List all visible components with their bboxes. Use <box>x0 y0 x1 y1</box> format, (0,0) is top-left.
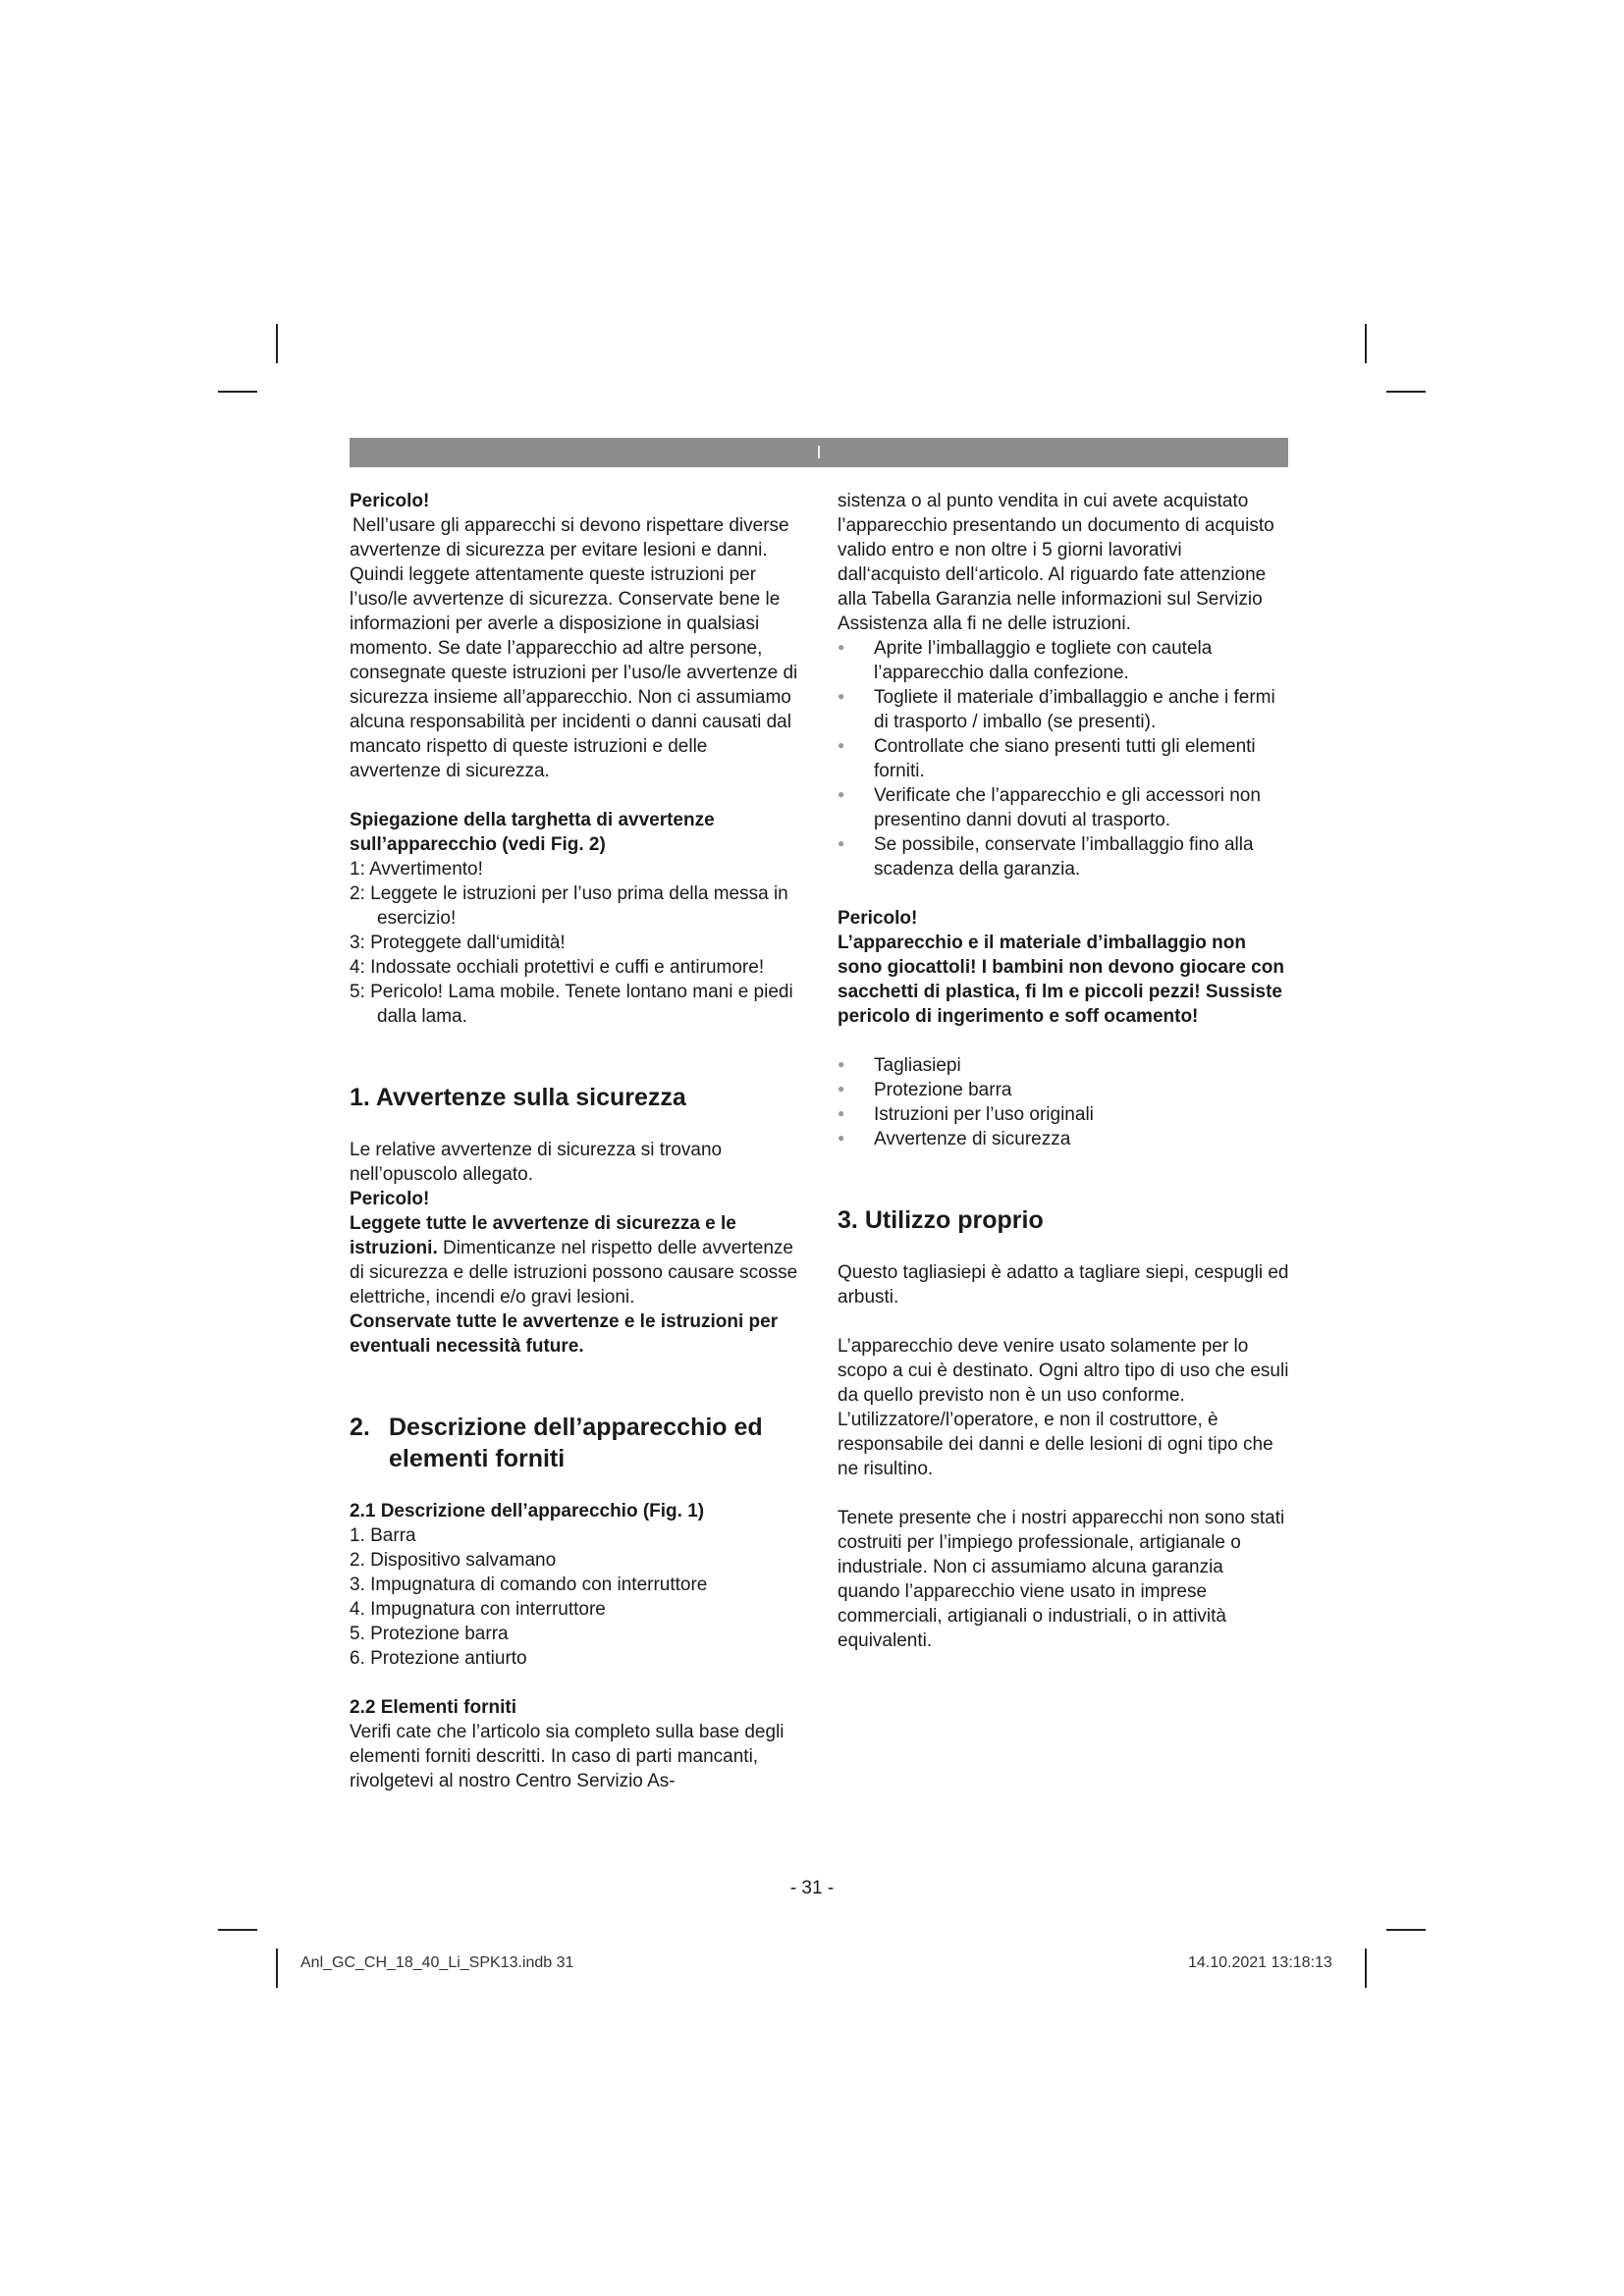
list-item: ● Togliete il materiale d’imballaggio e anche i fermi di trasporto / imballo (se presenti). <box>838 685 1289 734</box>
warning-label-list <box>350 857 801 1029</box>
left-column <box>350 489 801 1793</box>
section-number: 2. <box>350 1414 370 1441</box>
crop-mark <box>1365 1949 1367 1988</box>
crop-mark <box>218 391 257 393</box>
list-item: ● Avvertenze di sicurezza <box>838 1127 1289 1151</box>
list-item: 1: Avvertimento! <box>350 859 483 880</box>
list-item: 3: Proteggete dall‘umidità! <box>350 933 566 953</box>
list-item: ● Controllate che siano presenti tutti gli elementi forniti. <box>838 734 1289 783</box>
list-item: ● Se possibile, conservate l’imballaggio fino alla scadenza della garanzia. <box>838 832 1289 881</box>
unpacking-list <box>838 636 1289 881</box>
crop-mark <box>1386 391 1426 393</box>
danger-paragraph: Nell’usare gli apparecchi si devono rispettare diverse avvertenze di sicurezza per evitare lesioni e danni. Quindi leggete attentamente queste istruzioni per l’uso/le avvertenze di sicurezza. Conservate bene le informazioni per averle a disposizione in qualsiasi momento. Se date l’apparecchio ad altre persone, consegnate queste istruzioni per l’uso/le avvertenze di sicurezza insieme all’apparecchio. Non ci assumiamo alcuna responsabilità per incidenti o danni causati dal mancato rispetto di queste istruzioni e delle avvertenze di sicurezza. <box>350 515 798 781</box>
list-item: 1. Barra <box>350 1525 416 1546</box>
language-header-bar <box>350 438 1288 467</box>
body-text: Dimenticanze nel rispetto delle avvertenze di sicurezza e delle istruzioni possono causare scosse elettriche, incendi e/o gravi lesioni. <box>350 1238 798 1308</box>
paragraph: Questo tagliasiepi è adatto a tagliare siepi, cespugli ed arbusti. <box>838 1262 1289 1308</box>
subsection-heading: 2.2 Elementi forniti <box>350 1697 516 1718</box>
right-column <box>838 489 1289 1653</box>
crop-mark <box>218 1929 257 1931</box>
list-item: ● Protezione barra <box>838 1078 1289 1102</box>
danger-title: Pericolo! <box>350 491 430 511</box>
danger-paragraph: L’apparecchio e il materiale d’imballaggio non sono giocattoli! I bambini non devono giocare con sacchetti di plastica, fi lm e piccoli pezzi! Sussiste pericolo di ingerimento e soff ocamento! <box>838 933 1284 1027</box>
list-item: 2: Leggete le istruzioni per l’uso prima della messa in esercizio! <box>350 883 788 929</box>
paragraph: Tenete presente che i nostri apparecchi non sono stati costruiti per l’impiego professionale, artigianale o industriale. Non ci assumiamo alcuna garanzia quando l’apparecchio viene usato in imprese commerciali, artigianali o industriali, o in attività equivalenti. <box>838 1508 1285 1651</box>
language-letter: I <box>816 443 822 462</box>
list-item: ● Tagliasiepi <box>838 1053 1289 1078</box>
section-number: 1. <box>350 1084 370 1111</box>
supplied-items-list <box>838 1053 1289 1151</box>
subsection-heading: 2.1 Descrizione dell’apparecchio (Fig. 1) <box>350 1501 705 1522</box>
danger-paragraph <box>350 1211 801 1309</box>
section-heading <box>838 1204 1289 1236</box>
section-title: Avvertenze sulla sicurezza <box>375 1084 686 1111</box>
section-heading <box>350 1082 801 1113</box>
crop-mark <box>1386 1929 1426 1931</box>
list-item: ● Aprite l’imballaggio e togliete con cautela l’apparecchio dalla confezione. <box>838 636 1289 685</box>
paragraph: Verifi cate che l’articolo sia completo sulla base degli elementi forniti descritti. In caso di parti mancanti, rivolgetevi al nostro Centro Servizio As- <box>350 1722 785 1791</box>
bold-text: Leggete tutte le avvertenze di sicurezza e le istruzioni. <box>350 1213 736 1258</box>
paragraph: L’apparecchio deve venire usato solamente per lo scopo a cui è destinato. Ogni altro tipo di uso che esuli da quello previsto non è un uso conforme. L’utilizzatore/l’operatore, e non il costruttore, è responsabile dei danni e delle lesioni di ogni tipo che ne risultino. <box>838 1336 1289 1479</box>
list-item: 5: Pericolo! Lama mobile. Tenete lontano mani e piedi dalla lama. <box>350 982 793 1027</box>
list-item: 3. Impugnatura di comando con interruttore <box>350 1575 708 1595</box>
page-number: - 31 - <box>789 1878 835 1898</box>
danger-title: Pericolo! <box>838 908 918 929</box>
section-number: 3. <box>838 1206 858 1234</box>
list-item: ● Istruzioni per l’uso originali <box>838 1102 1289 1127</box>
warning-label-heading: Spiegazione della targhetta di avvertenze sull’apparecchio (vedi Fig. 2) <box>350 810 715 855</box>
crop-mark <box>1365 324 1367 363</box>
crop-mark <box>276 1949 278 1988</box>
list-item: 2. Dispositivo salvamano <box>350 1550 557 1571</box>
print-timestamp: 14.10.2021 13:18:13 <box>1188 1954 1332 1971</box>
list-item: 5. Protezione barra <box>350 1624 509 1644</box>
paragraph: Le relative avvertenze di sicurezza si trovano nell’opuscolo allegato. <box>350 1140 723 1185</box>
list-item: 4. Impugnatura con interruttore <box>350 1599 606 1620</box>
crop-mark <box>276 324 278 363</box>
section-title: Descrizione dell’apparecchio ed elementi forniti <box>389 1414 763 1472</box>
bold-paragraph: Conservate tutte le avvertenze e le istruzioni per eventuali necessità future. <box>350 1311 779 1357</box>
paragraph: sistenza o al punto vendita in cui avete acquistato l’apparecchio presentando un documento di acquisto valido entro e non oltre i 5 giorni lavorativi dall‘acquisto dell‘articolo. Al riguardo fate attenzione alla Tabella Garanzia nelle informazioni sul Servizio Assistenza alla fi ne delle istruzioni. <box>838 491 1274 634</box>
list-item: 6. Protezione antiurto <box>350 1648 527 1669</box>
section-title: Utilizzo proprio <box>864 1206 1044 1234</box>
list-item: ● Verificate che l’apparecchio e gli accessori non presentino danni dovuti al trasporto. <box>838 783 1289 832</box>
danger-title: Pericolo! <box>350 1189 430 1209</box>
list-item: 4: Indossate occhiali protettivi e cuffi e antirumore! <box>350 957 765 978</box>
file-slug: Anl_GC_CH_18_40_Li_SPK13.indb 31 <box>300 1954 574 1971</box>
parts-list <box>350 1523 801 1671</box>
section-heading <box>350 1412 801 1474</box>
